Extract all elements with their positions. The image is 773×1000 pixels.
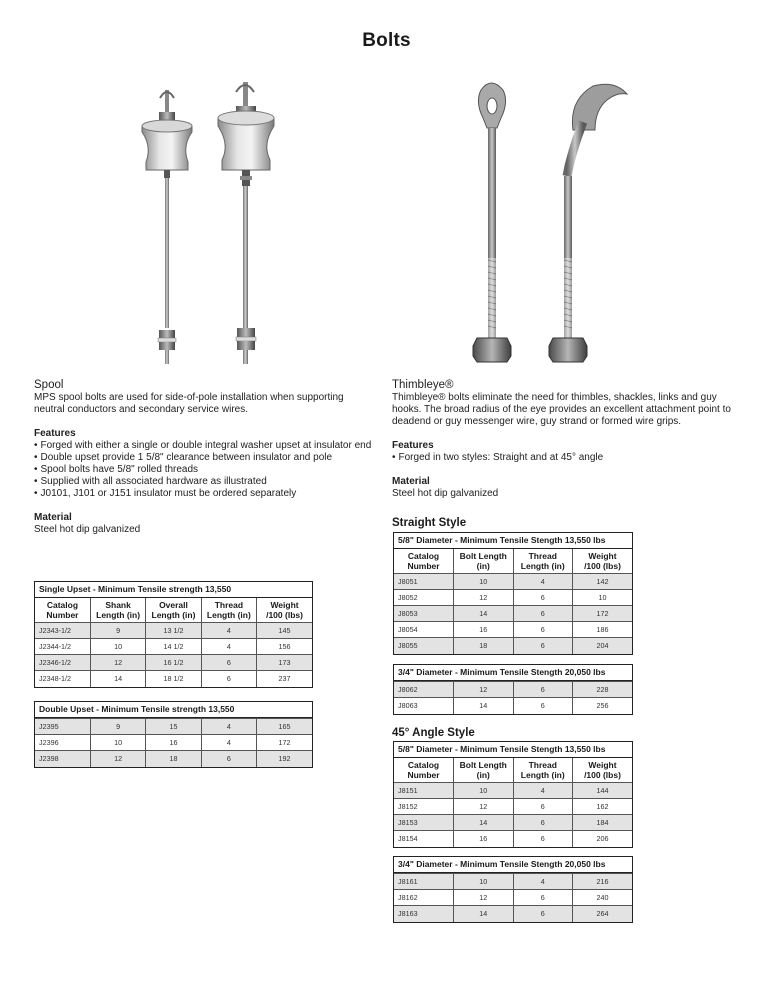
table-cell: 156 — [257, 639, 312, 655]
table-cell: 4 — [513, 874, 573, 890]
table-cell: J8063 — [394, 698, 454, 714]
table-cell: 13 1/2 — [146, 623, 201, 639]
table-cell: 192 — [257, 751, 312, 767]
page-title: Bolts — [362, 30, 411, 51]
table-cell: 216 — [573, 874, 633, 890]
feature-item: • Forged in two styles: Straight and at 45° angle — [392, 452, 737, 464]
table-cell: 14 — [454, 815, 514, 831]
double-upset-table — [34, 701, 313, 768]
table-cell: J2348-1/2 — [35, 671, 90, 687]
table-row — [394, 638, 632, 654]
table-row — [394, 606, 632, 622]
column-header-line: Length (in) — [520, 770, 565, 780]
table-cell: 6 — [513, 799, 573, 815]
table-cell: J8052 — [394, 590, 454, 606]
table-row — [35, 623, 312, 639]
table-cell: 6 — [513, 890, 573, 906]
thimbleye-material-heading: Material — [392, 476, 430, 487]
column-header — [454, 758, 514, 783]
table-row — [35, 671, 312, 687]
column-header — [201, 598, 256, 623]
table-cell: 162 — [573, 799, 633, 815]
table-title: Double Upset - Minimum Tensile strength 13,550 — [35, 702, 312, 718]
table-row — [394, 799, 632, 815]
table-cell: J8163 — [394, 906, 454, 922]
table-title: 5/8" Diameter - Minimum Tensile Stength 13,550 lbs — [394, 533, 632, 549]
column-header-line: /100 (lbs) — [584, 561, 621, 571]
table-cell: 12 — [454, 799, 514, 815]
column-header-line: Weight — [588, 760, 617, 770]
table-cell: 10 — [90, 735, 145, 751]
table-row — [35, 639, 312, 655]
column-header-line: Catalog — [407, 760, 440, 770]
table-row — [394, 890, 632, 906]
straight-5-8-table — [393, 532, 633, 655]
table-cell: 10 — [454, 783, 514, 799]
table-cell: 144 — [573, 783, 633, 799]
straight-style-heading: Straight Style — [392, 517, 467, 529]
thimbleye-material: Steel hot dip galvanized — [392, 488, 499, 499]
column-header-line: Number — [46, 610, 79, 620]
table-cell: 237 — [257, 671, 312, 687]
table-row — [35, 655, 312, 671]
table-cell: 145 — [257, 623, 312, 639]
table-cell: 18 1/2 — [146, 671, 201, 687]
table-row — [394, 622, 632, 638]
table-row — [35, 735, 312, 751]
table-title: Single Upset - Minimum Tensile strength 13,550 — [35, 582, 312, 598]
table-cell: 15 — [146, 719, 201, 735]
table-cell: 9 — [90, 623, 145, 639]
feature-item: • Forged with either a single or double integral washer upset at insulator end — [34, 440, 374, 452]
column-header-line: Length (in) — [151, 610, 196, 620]
table-cell: 4 — [513, 574, 573, 590]
table-row — [394, 574, 632, 590]
column-header-line: Length (in) — [206, 610, 251, 620]
column-header-line: /100 (lbs) — [584, 770, 621, 780]
table-cell: 12 — [90, 751, 145, 767]
column-header-line: Overall — [159, 600, 188, 610]
thimbleye-features-heading: Features — [392, 440, 434, 451]
table-cell: 240 — [573, 890, 633, 906]
table-cell: J8154 — [394, 831, 454, 847]
table-row — [394, 698, 632, 714]
table-cell: 12 — [454, 890, 514, 906]
table-row — [35, 751, 312, 767]
thimbleye-description: Thimbleye® bolts eliminate the need for thimbles, shackles, links and guy hooks. The broad radius of the eye provides an excellent attachment point to deadend or guy messenger wire, guy strand or formed wire grips. — [392, 392, 731, 427]
column-header-line: Weight — [270, 600, 299, 610]
column-header-line: Number — [407, 770, 440, 780]
table-cell: J2344-1/2 — [35, 639, 90, 655]
table-cell: 10 — [454, 874, 514, 890]
table-cell: J2343-1/2 — [35, 623, 90, 639]
table-cell: 6 — [513, 638, 573, 654]
column-header-line: Bolt Length — [459, 760, 507, 770]
table-cell: 6 — [201, 751, 256, 767]
table-cell: 9 — [90, 719, 145, 735]
table-cell: 264 — [573, 906, 633, 922]
table-cell: 6 — [513, 906, 573, 922]
thimbleye-section — [392, 378, 737, 500]
table-cell: 173 — [257, 655, 312, 671]
column-header-line: Number — [407, 561, 440, 571]
table-cell: 6 — [201, 655, 256, 671]
column-header-line: Length (in) — [520, 561, 565, 571]
table-row — [35, 719, 312, 735]
table-cell: 4 — [201, 719, 256, 735]
column-header-line: Thread — [214, 600, 244, 610]
table-cell: J2346-1/2 — [35, 655, 90, 671]
column-header-line: Length (in) — [96, 610, 141, 620]
table-row — [394, 906, 632, 922]
table-cell: 14 — [454, 606, 514, 622]
angle-3-4-table — [393, 856, 633, 923]
table-cell: J8161 — [394, 874, 454, 890]
thimbleye-heading: Thimbleye® — [392, 379, 454, 391]
table-title: 3/4" Diameter - Minimum Tensile Stength 20,050 lbs — [394, 665, 632, 681]
table-cell: 12 — [454, 682, 514, 698]
spool-material: Steel hot dip galvanized — [34, 524, 141, 535]
table-cell: J2398 — [35, 751, 90, 767]
table-cell: 16 1/2 — [146, 655, 201, 671]
table-cell: 18 — [454, 638, 514, 654]
table-cell: J2395 — [35, 719, 90, 735]
table-cell: 165 — [257, 719, 312, 735]
feature-item: • Supplied with all associated hardware as illustrated — [34, 476, 374, 488]
column-header — [573, 549, 633, 574]
column-header — [394, 758, 454, 783]
table-cell: 18 — [146, 751, 201, 767]
spool-features-list — [34, 440, 374, 500]
straight-3-4-table — [393, 664, 633, 715]
single-upset-table — [34, 581, 313, 688]
column-header — [573, 758, 633, 783]
table-cell: J8053 — [394, 606, 454, 622]
table-title: 3/4" Diameter - Minimum Tensile Stength 20,050 lbs — [394, 857, 632, 873]
table-cell: J8152 — [394, 799, 454, 815]
table-cell: 6 — [513, 590, 573, 606]
column-header-line: Catalog — [407, 551, 440, 561]
table-cell: 4 — [201, 623, 256, 639]
column-header — [454, 549, 514, 574]
table-cell: 12 — [454, 590, 514, 606]
table-cell: 204 — [573, 638, 633, 654]
table-cell: 14 — [454, 906, 514, 922]
table-cell: 4 — [201, 639, 256, 655]
table-row — [394, 815, 632, 831]
table-cell: J8062 — [394, 682, 454, 698]
table-cell: 14 1/2 — [146, 639, 201, 655]
table-cell: 10 — [90, 639, 145, 655]
table-cell: 12 — [90, 655, 145, 671]
table-cell: 10 — [573, 590, 633, 606]
feature-item: • Double upset provide 1 5/8" clearance between insulator and pole — [34, 452, 374, 464]
table-cell: 142 — [573, 574, 633, 590]
feature-item: • J0101, J101 or J151 insulator must be ordered separately — [34, 488, 374, 500]
table-cell: 6 — [513, 815, 573, 831]
angle-5-8-table — [393, 741, 633, 848]
table-cell: 14 — [90, 671, 145, 687]
table-cell: 172 — [573, 606, 633, 622]
feature-item: • Spool bolts have 5/8" rolled threads — [34, 464, 374, 476]
table-cell: J8151 — [394, 783, 454, 799]
column-header — [257, 598, 312, 623]
table-row — [394, 590, 632, 606]
column-header — [35, 598, 90, 623]
spool-section — [34, 378, 374, 536]
table-cell: 228 — [573, 682, 633, 698]
column-header-line: Thread — [528, 760, 557, 770]
column-header-line: Catalog — [46, 600, 79, 610]
table-row — [394, 783, 632, 799]
column-header — [513, 758, 573, 783]
table-cell: 186 — [573, 622, 633, 638]
table-cell: 172 — [257, 735, 312, 751]
column-header-line: Shank — [105, 600, 131, 610]
spool-features-heading: Features — [34, 428, 76, 439]
table-cell: 6 — [201, 671, 256, 687]
column-header-line: Bolt Length — [459, 551, 507, 561]
table-cell: J8055 — [394, 638, 454, 654]
spool-material-heading: Material — [34, 512, 72, 523]
thimbleye-features-list — [392, 452, 737, 464]
table-cell: 16 — [454, 622, 514, 638]
table-cell: J8153 — [394, 815, 454, 831]
table-cell: 184 — [573, 815, 633, 831]
spool-bolts-photo — [130, 78, 310, 373]
table-cell: 16 — [146, 735, 201, 751]
column-header-line: (in) — [476, 770, 490, 780]
table-cell: 6 — [513, 831, 573, 847]
table-row — [394, 831, 632, 847]
table-cell: 14 — [454, 698, 514, 714]
column-header — [90, 598, 145, 623]
table-cell: J8162 — [394, 890, 454, 906]
column-header-line: (in) — [476, 561, 490, 571]
table-cell: 256 — [573, 698, 633, 714]
column-header-line: /100 (lbs) — [266, 610, 303, 620]
table-cell: 206 — [573, 831, 633, 847]
table-cell: 4 — [513, 783, 573, 799]
table-cell: 4 — [201, 735, 256, 751]
table-cell: 16 — [454, 831, 514, 847]
table-cell: 6 — [513, 698, 573, 714]
table-cell: J2396 — [35, 735, 90, 751]
table-row — [394, 682, 632, 698]
column-header — [394, 549, 454, 574]
column-header — [146, 598, 201, 623]
table-title: 5/8" Diameter - Minimum Tensile Stength 13,550 lbs — [394, 742, 632, 758]
spool-heading: Spool — [34, 379, 64, 391]
table-cell: J8054 — [394, 622, 454, 638]
column-header-line: Weight — [588, 551, 617, 561]
angle-style-heading: 45° Angle Style — [392, 727, 475, 739]
table-cell: 6 — [513, 682, 573, 698]
thimbleye-bolts-photo — [455, 80, 655, 370]
table-row — [394, 874, 632, 890]
column-header-line: Thread — [528, 551, 557, 561]
column-header — [513, 549, 573, 574]
table-cell: J8051 — [394, 574, 454, 590]
table-cell: 10 — [454, 574, 514, 590]
spool-description: MPS spool bolts are used for side-of-pole installation when supporting neutral conductors and secondary service wires. — [34, 392, 344, 415]
table-cell: 6 — [513, 606, 573, 622]
table-cell: 6 — [513, 622, 573, 638]
